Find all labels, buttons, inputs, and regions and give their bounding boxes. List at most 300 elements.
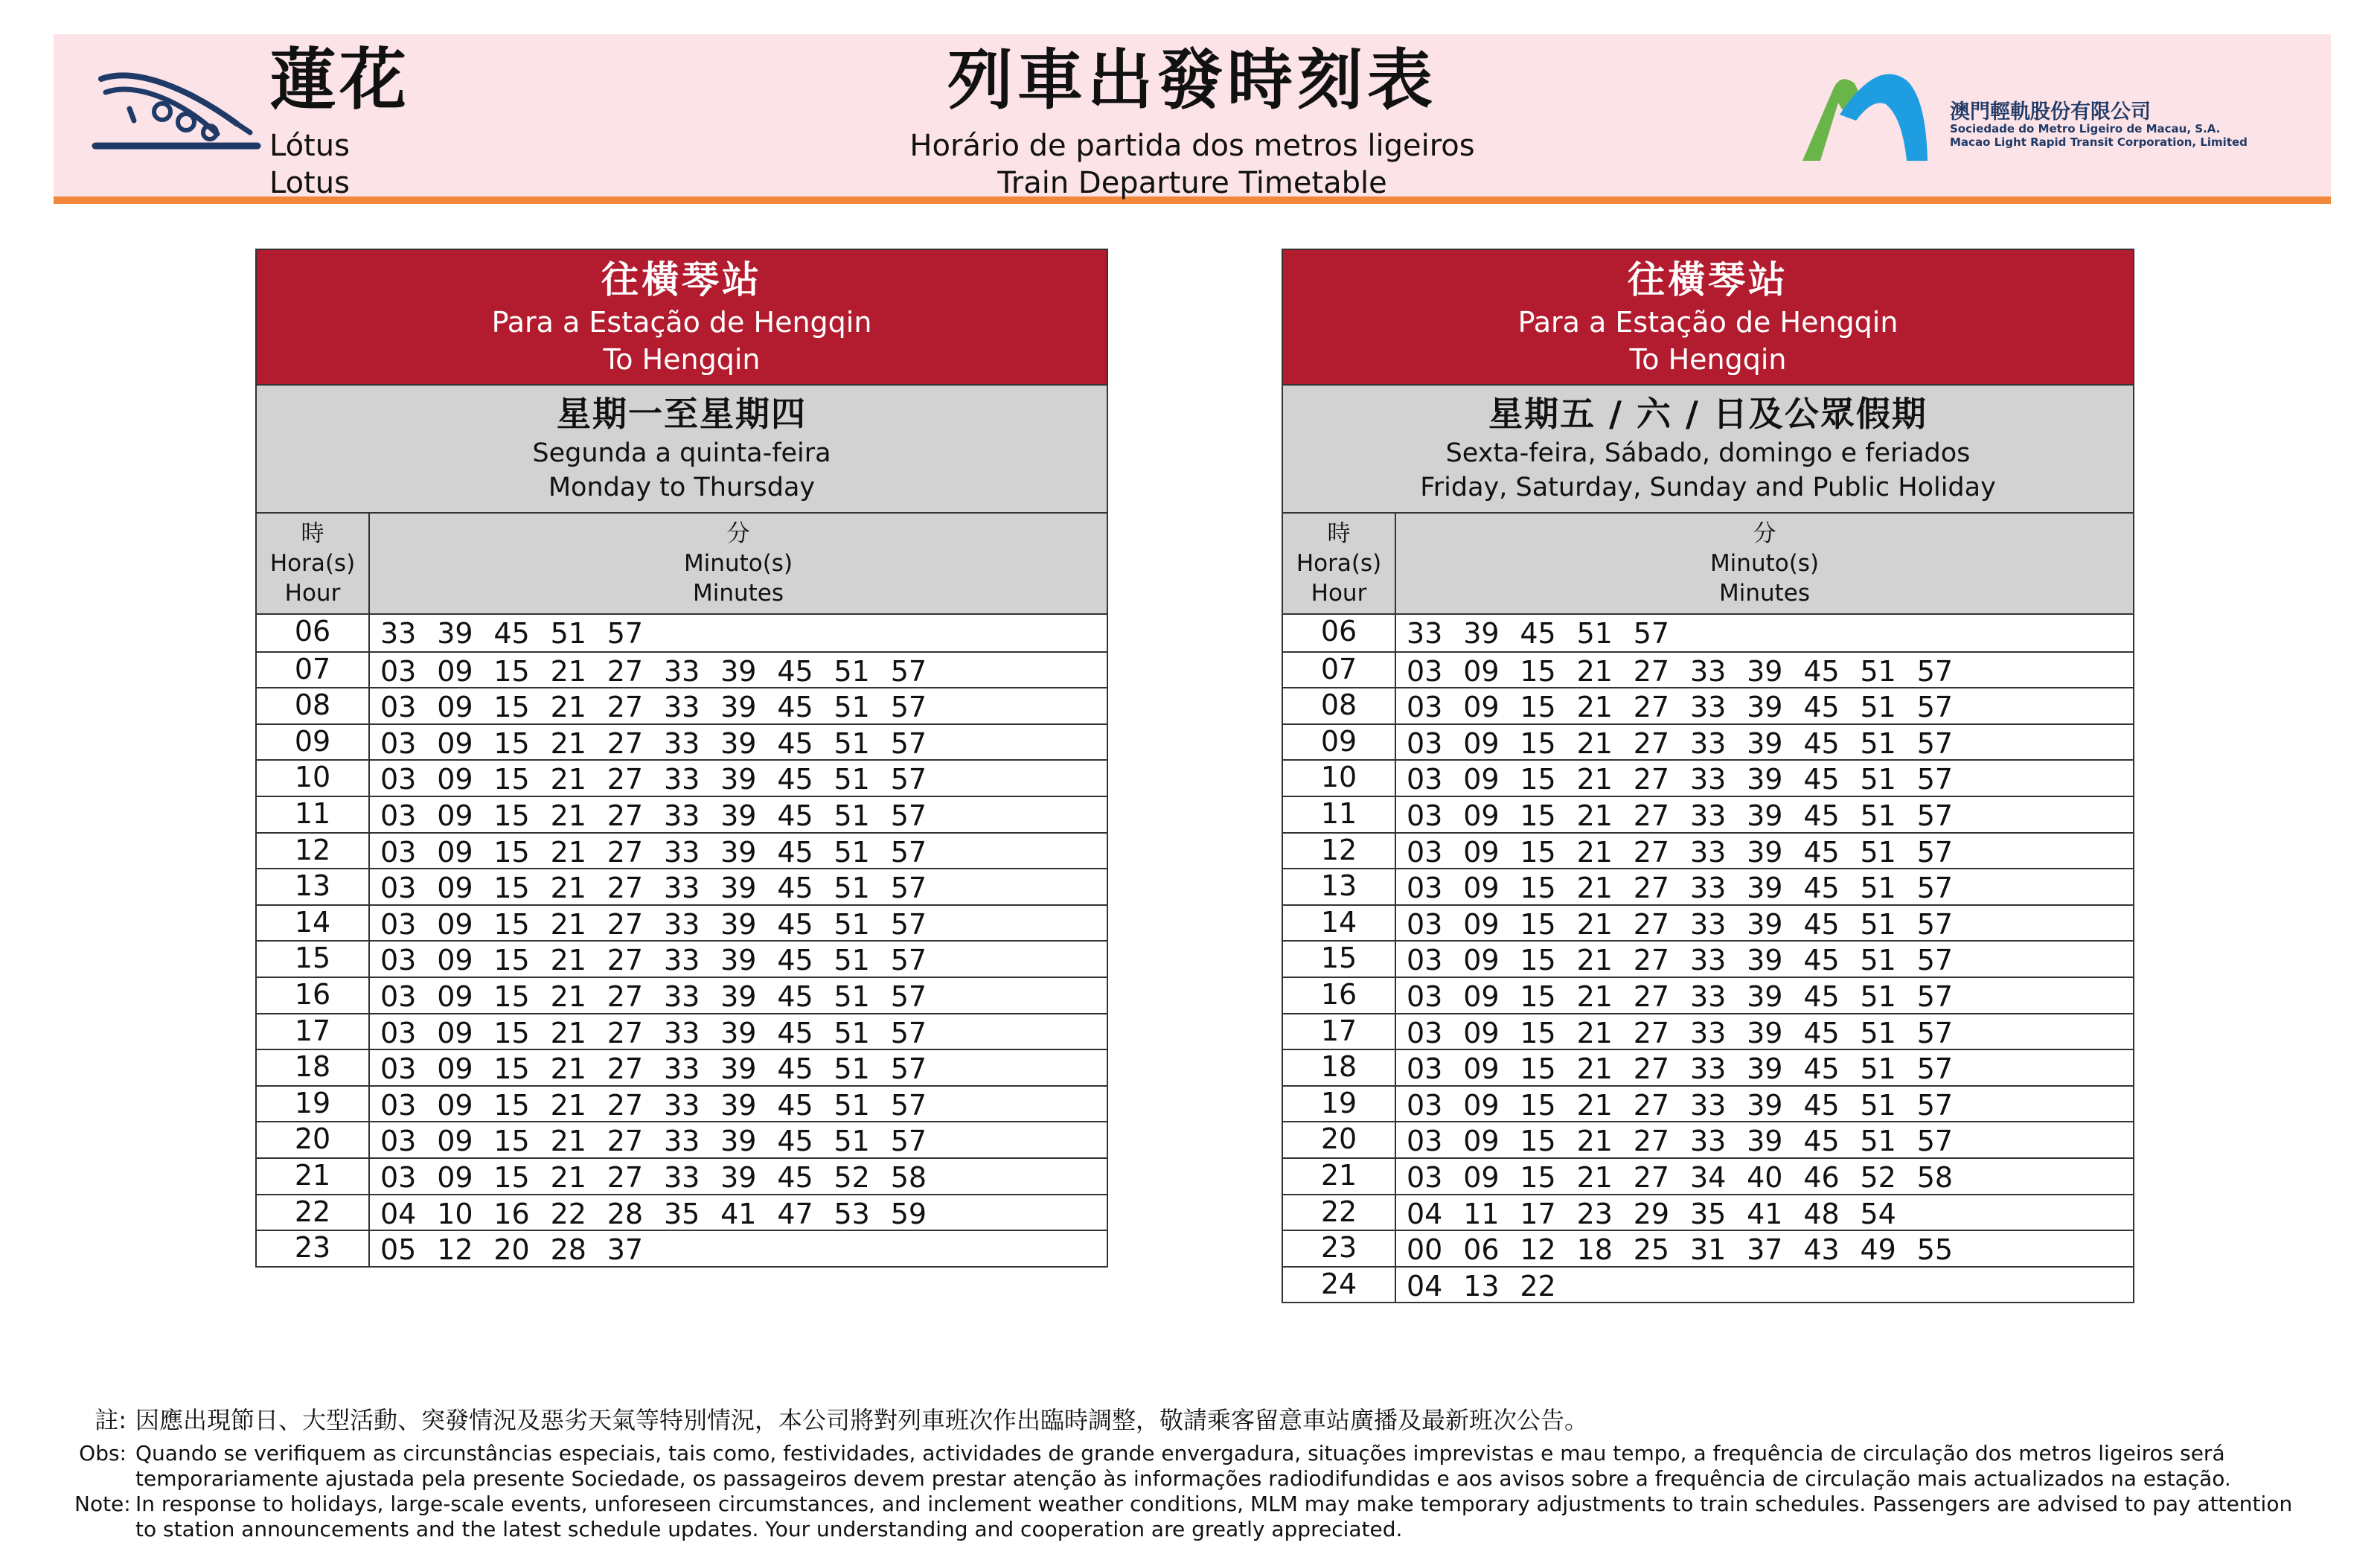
departure-minute: 03 bbox=[1407, 835, 1443, 869]
departure-minute: 27 bbox=[607, 1052, 644, 1086]
table-row bbox=[257, 651, 1107, 688]
hour-cell: 21 bbox=[257, 1159, 370, 1194]
departure-minute: 15 bbox=[493, 872, 530, 905]
departure-minute: 33 bbox=[663, 944, 700, 977]
departure-minute: 45 bbox=[1803, 726, 1840, 760]
minutes-cell bbox=[1396, 1087, 2133, 1122]
departure-minute: 03 bbox=[1407, 979, 1443, 1013]
departure-minute: 45 bbox=[1803, 979, 1840, 1013]
departure-minute: 15 bbox=[493, 1088, 530, 1122]
departure-minute: 09 bbox=[1463, 1160, 1500, 1194]
table-row bbox=[1283, 723, 2133, 760]
departure-minute: 39 bbox=[720, 907, 757, 941]
departure-minute: 03 bbox=[380, 726, 417, 760]
departure-minute: 51 bbox=[834, 726, 870, 760]
column-header bbox=[1283, 514, 2133, 615]
departure-minute: 51 bbox=[1860, 1088, 1896, 1122]
departure-minute: 51 bbox=[1860, 1016, 1896, 1049]
departure-minute: 12 bbox=[1520, 1233, 1556, 1267]
departure-minute: 57 bbox=[1916, 1125, 1954, 1158]
departure-minute: 33 bbox=[663, 799, 700, 832]
departure-minute: 12 bbox=[437, 1233, 473, 1267]
departure-minute: 09 bbox=[1463, 763, 1500, 796]
departure-minute: 51 bbox=[1860, 1125, 1896, 1158]
departure-minute: 16 bbox=[493, 1197, 530, 1230]
departure-minute: 45 bbox=[777, 835, 813, 869]
station-name-pt: Lótus bbox=[269, 129, 350, 163]
destination-en: To Hengqin bbox=[603, 343, 761, 376]
departure-minute: 21 bbox=[1576, 691, 1613, 724]
table-row bbox=[257, 977, 1107, 1013]
minutes-cell bbox=[1396, 942, 2133, 977]
service-days-pt: Sexta-feira, Sábado, domingo e feriados bbox=[1445, 438, 1971, 468]
departure-minute: 15 bbox=[493, 1160, 530, 1194]
departure-minute: 33 bbox=[1689, 835, 1727, 869]
departure-minute: 45 bbox=[1803, 763, 1840, 796]
departure-minute: 57 bbox=[1916, 799, 1954, 832]
departure-minute: 45 bbox=[777, 799, 813, 832]
departure-minute: 57 bbox=[1916, 944, 1954, 977]
departure-minute: 57 bbox=[890, 1125, 927, 1158]
departure-minute: 27 bbox=[607, 1088, 644, 1122]
departure-minute: 21 bbox=[1576, 907, 1613, 941]
departure-minute: 09 bbox=[1463, 907, 1500, 941]
departure-minute: 33 bbox=[1689, 691, 1727, 724]
hour-cell: 22 bbox=[257, 1195, 370, 1230]
departure-minute: 45 bbox=[1803, 654, 1840, 688]
departure-minute: 52 bbox=[1860, 1160, 1896, 1194]
departure-minute: 51 bbox=[834, 1125, 870, 1158]
departure-minute: 57 bbox=[890, 1088, 927, 1122]
hour-cell: 24 bbox=[1283, 1268, 1396, 1303]
departure-minute: 57 bbox=[1916, 654, 1954, 688]
departure-minute: 09 bbox=[1463, 691, 1500, 724]
table-row bbox=[257, 832, 1107, 869]
departure-minute: 09 bbox=[1463, 944, 1500, 977]
departure-minute: 33 bbox=[663, 1016, 700, 1049]
departure-minute: 51 bbox=[550, 617, 586, 650]
departure-minute: 51 bbox=[834, 691, 870, 724]
minutes-cell bbox=[1396, 1195, 2133, 1230]
departure-minute: 21 bbox=[550, 691, 586, 724]
minute-column-header bbox=[1396, 514, 2133, 613]
departure-minute: 15 bbox=[493, 979, 530, 1013]
departure-minute: 27 bbox=[1633, 907, 1670, 941]
departure-minute: 27 bbox=[607, 835, 644, 869]
departure-minute: 33 bbox=[1689, 1088, 1727, 1122]
departure-minute: 39 bbox=[720, 944, 757, 977]
departure-minute: 39 bbox=[720, 1160, 757, 1194]
departure-minute: 21 bbox=[550, 654, 586, 688]
departure-minute: 45 bbox=[777, 1052, 813, 1086]
table-row bbox=[1283, 651, 2133, 688]
departure-minute: 33 bbox=[663, 726, 700, 760]
departure-minute: 57 bbox=[1916, 691, 1954, 724]
departure-minute: 15 bbox=[493, 944, 530, 977]
departure-minute: 22 bbox=[1520, 1269, 1556, 1303]
departure-minute: 37 bbox=[1747, 1233, 1783, 1267]
page-title-pt: Horário de partida dos metros ligeiros bbox=[909, 129, 1475, 163]
departure-minute: 21 bbox=[1576, 1088, 1613, 1122]
hour-cell: 10 bbox=[1283, 761, 1396, 796]
hour-cell: 09 bbox=[257, 725, 370, 760]
hour-cell: 08 bbox=[257, 688, 370, 723]
minute-header-pt: Minuto(s) bbox=[683, 550, 793, 577]
departure-minute: 33 bbox=[1689, 944, 1727, 977]
departure-minute: 39 bbox=[720, 763, 757, 796]
departure-minute: 09 bbox=[1463, 799, 1500, 832]
minutes-cell bbox=[370, 834, 1107, 869]
company-name-pt: Sociedade do Metro Ligeiro de Macau, S.A. bbox=[1950, 122, 2221, 135]
service-days-zh: 星期一至星期四 bbox=[557, 394, 807, 434]
hour-cell: 22 bbox=[1283, 1195, 1396, 1230]
departure-minute: 03 bbox=[1407, 799, 1443, 832]
departure-minute: 33 bbox=[663, 763, 700, 796]
departure-minute: 09 bbox=[437, 1125, 473, 1158]
note-text-zh: 因應出現節日、大型活動、突發情況及惡劣天氣等特別情況，本公司將對列車班次作出臨時調整，敬請乘客留意車站廣播及最新班次公告。 bbox=[135, 1406, 1589, 1434]
schedule-rows bbox=[257, 615, 1107, 1266]
departure-minute: 51 bbox=[1860, 872, 1896, 905]
departure-minute: 15 bbox=[1520, 1088, 1556, 1122]
departure-minute: 51 bbox=[1860, 944, 1896, 977]
note-label-pt: Obs: bbox=[79, 1441, 127, 1466]
departure-minute: 15 bbox=[1520, 944, 1556, 977]
departure-minute: 03 bbox=[1407, 907, 1443, 941]
departure-minute: 21 bbox=[1576, 763, 1613, 796]
departure-minute: 51 bbox=[834, 1016, 870, 1049]
departure-minute: 39 bbox=[1747, 1088, 1783, 1122]
table-row bbox=[257, 1085, 1107, 1122]
note-label-zh: 註: bbox=[95, 1406, 127, 1434]
minutes-cell bbox=[1396, 978, 2133, 1013]
departure-minute: 09 bbox=[437, 1016, 473, 1049]
minutes-cell bbox=[370, 1159, 1107, 1194]
departure-minute: 45 bbox=[1803, 1052, 1840, 1086]
departure-minute: 39 bbox=[437, 617, 473, 650]
table-row bbox=[1283, 977, 2133, 1013]
departure-minute: 03 bbox=[1407, 1052, 1443, 1086]
departure-minute: 03 bbox=[1407, 1125, 1443, 1158]
departure-minute: 03 bbox=[380, 654, 417, 688]
hour-cell: 17 bbox=[1283, 1014, 1396, 1049]
minutes-cell bbox=[370, 978, 1107, 1013]
departure-minute: 49 bbox=[1860, 1233, 1896, 1267]
minutes-cell bbox=[370, 1087, 1107, 1122]
service-days-pt: Segunda a quinta-feira bbox=[532, 438, 831, 468]
minutes-cell bbox=[1396, 1122, 2133, 1157]
hour-cell: 21 bbox=[1283, 1159, 1396, 1194]
departure-minute: 09 bbox=[437, 835, 473, 869]
departure-minute: 27 bbox=[1633, 726, 1670, 760]
departure-minute: 09 bbox=[437, 1088, 473, 1122]
departure-minute: 48 bbox=[1803, 1197, 1840, 1230]
departure-minute: 27 bbox=[1633, 1052, 1670, 1086]
departure-minute: 15 bbox=[1520, 726, 1556, 760]
departure-minute: 53 bbox=[834, 1197, 870, 1230]
hour-cell: 07 bbox=[1283, 653, 1396, 688]
minute-header-en: Minutes bbox=[692, 580, 784, 607]
departure-minute: 27 bbox=[1633, 1088, 1670, 1122]
hour-cell: 06 bbox=[257, 615, 370, 651]
departure-minute: 57 bbox=[890, 835, 927, 869]
hour-cell: 11 bbox=[1283, 797, 1396, 832]
destination-banner bbox=[1283, 250, 2133, 386]
departure-minute: 04 bbox=[380, 1197, 417, 1230]
departure-minute: 33 bbox=[663, 979, 700, 1013]
departure-minute: 51 bbox=[1860, 835, 1896, 869]
departure-minute: 20 bbox=[493, 1233, 530, 1267]
departure-minute: 45 bbox=[777, 654, 813, 688]
departure-minute: 09 bbox=[437, 726, 473, 760]
destination-zh: 往橫琴站 bbox=[1628, 258, 1788, 301]
departure-minute: 27 bbox=[1633, 872, 1670, 905]
departure-minute: 37 bbox=[607, 1233, 644, 1267]
departure-minute: 15 bbox=[1520, 979, 1556, 1013]
table-row bbox=[1283, 1194, 2133, 1230]
table-row bbox=[257, 1121, 1107, 1157]
destination-pt: Para a Estação de Hengqin bbox=[491, 306, 872, 339]
hour-cell: 12 bbox=[257, 834, 370, 869]
departure-minute: 03 bbox=[1407, 726, 1443, 760]
departure-minute: 27 bbox=[607, 1016, 644, 1049]
departure-minute: 33 bbox=[1407, 617, 1443, 650]
departure-minute: 15 bbox=[493, 835, 530, 869]
departure-minute: 45 bbox=[777, 944, 813, 977]
departure-minute: 27 bbox=[607, 944, 644, 977]
departure-minute: 45 bbox=[1803, 1088, 1840, 1122]
departure-minute: 39 bbox=[1747, 726, 1783, 760]
departure-minute: 33 bbox=[1689, 907, 1727, 941]
minutes-cell bbox=[370, 1050, 1107, 1085]
departure-minute: 51 bbox=[1860, 691, 1896, 724]
hour-cell: 19 bbox=[257, 1087, 370, 1122]
departure-minute: 09 bbox=[437, 654, 473, 688]
departure-minute: 33 bbox=[663, 1125, 700, 1158]
departure-minute: 15 bbox=[493, 799, 530, 832]
departure-minute: 13 bbox=[1463, 1269, 1500, 1303]
minutes-cell bbox=[1396, 761, 2133, 796]
departure-minute: 21 bbox=[1576, 726, 1613, 760]
minute-header-pt: Minuto(s) bbox=[1709, 550, 1820, 577]
departure-minute: 15 bbox=[1520, 691, 1556, 724]
departure-minute: 45 bbox=[777, 763, 813, 796]
departure-minute: 39 bbox=[1747, 1125, 1783, 1158]
departure-minute: 03 bbox=[1407, 763, 1443, 796]
hour-cell: 23 bbox=[1283, 1231, 1396, 1266]
hour-cell: 14 bbox=[257, 906, 370, 941]
departure-minute: 21 bbox=[1576, 872, 1613, 905]
station-name-zh: 蓮花 bbox=[269, 41, 409, 119]
departure-minute: 09 bbox=[1463, 1052, 1500, 1086]
departure-minute: 09 bbox=[437, 907, 473, 941]
departure-minute: 15 bbox=[1520, 1160, 1556, 1194]
departure-minute: 57 bbox=[1916, 1052, 1954, 1086]
minutes-cell bbox=[370, 1122, 1107, 1157]
schedule-rows bbox=[1283, 615, 2133, 1302]
departure-minute: 09 bbox=[437, 799, 473, 832]
departure-minute: 27 bbox=[607, 1160, 644, 1194]
departure-minute: 09 bbox=[437, 1160, 473, 1194]
hour-cell: 12 bbox=[1283, 834, 1396, 869]
minutes-cell bbox=[1396, 1050, 2133, 1085]
hour-cell: 18 bbox=[1283, 1050, 1396, 1085]
departure-minute: 09 bbox=[1463, 1125, 1500, 1158]
minutes-cell bbox=[1396, 615, 2133, 651]
departure-minute: 51 bbox=[1860, 799, 1896, 832]
timetable-header bbox=[54, 34, 2331, 204]
departure-minute: 15 bbox=[493, 691, 530, 724]
departure-minute: 21 bbox=[550, 799, 586, 832]
departure-minute: 57 bbox=[1633, 617, 1670, 650]
departure-minute: 33 bbox=[663, 872, 700, 905]
departure-minute: 51 bbox=[1860, 763, 1896, 796]
departure-minute: 45 bbox=[777, 691, 813, 724]
departure-minute: 03 bbox=[380, 944, 417, 977]
departure-minute: 28 bbox=[550, 1233, 586, 1267]
table-row bbox=[257, 687, 1107, 723]
departure-minute: 39 bbox=[1747, 691, 1783, 724]
departure-minute: 27 bbox=[607, 691, 644, 724]
departure-minute: 33 bbox=[380, 617, 417, 650]
departure-minute: 11 bbox=[1463, 1197, 1500, 1230]
departure-minute: 09 bbox=[1463, 979, 1500, 1013]
service-days-zh: 星期五 / 六 / 日及公眾假期 bbox=[1488, 394, 1928, 434]
departure-minute: 27 bbox=[1633, 835, 1670, 869]
departure-minute: 25 bbox=[1633, 1233, 1670, 1267]
departure-minute: 39 bbox=[720, 726, 757, 760]
departure-minute: 51 bbox=[1576, 617, 1613, 650]
departure-minute: 10 bbox=[437, 1197, 473, 1230]
hour-column-header bbox=[1283, 514, 1396, 613]
table-row bbox=[1283, 1157, 2133, 1194]
departure-minute: 59 bbox=[890, 1197, 927, 1230]
table-row bbox=[257, 615, 1107, 651]
departure-minute: 27 bbox=[1633, 1016, 1670, 1049]
departure-minute: 29 bbox=[1633, 1197, 1670, 1230]
departure-minute: 21 bbox=[1576, 799, 1613, 832]
departure-minute: 09 bbox=[437, 979, 473, 1013]
minutes-cell bbox=[1396, 869, 2133, 904]
departure-minute: 51 bbox=[1860, 1052, 1896, 1086]
departure-minute: 09 bbox=[1463, 1016, 1500, 1049]
departure-minute: 45 bbox=[777, 979, 813, 1013]
departure-minute: 33 bbox=[663, 1160, 700, 1194]
departure-minute: 45 bbox=[1803, 907, 1840, 941]
departure-minute: 45 bbox=[1803, 1125, 1840, 1158]
departure-minute: 15 bbox=[1520, 835, 1556, 869]
departure-minute: 33 bbox=[1689, 979, 1727, 1013]
departure-minute: 57 bbox=[1916, 872, 1954, 905]
departure-minute: 21 bbox=[550, 835, 586, 869]
service-days-en: Friday, Saturday, Sunday and Public Holiday bbox=[1420, 473, 1996, 502]
departure-minute: 27 bbox=[607, 726, 644, 760]
departure-minute: 45 bbox=[1803, 799, 1840, 832]
table-row bbox=[1283, 759, 2133, 796]
departure-minute: 55 bbox=[1916, 1233, 1954, 1267]
service-days-en: Monday to Thursday bbox=[548, 473, 816, 502]
departure-minute: 28 bbox=[607, 1197, 644, 1230]
departure-minute: 33 bbox=[663, 1088, 700, 1122]
departure-minute: 51 bbox=[834, 835, 870, 869]
departure-minute: 57 bbox=[1916, 1016, 1954, 1049]
table-row bbox=[1283, 1013, 2133, 1049]
departure-minute: 27 bbox=[607, 654, 644, 688]
departure-minute: 15 bbox=[1520, 1052, 1556, 1086]
departure-minute: 00 bbox=[1407, 1233, 1443, 1267]
departure-minute: 45 bbox=[1803, 835, 1840, 869]
departure-minute: 39 bbox=[720, 835, 757, 869]
minutes-cell bbox=[1396, 797, 2133, 832]
departure-minute: 23 bbox=[1576, 1197, 1613, 1230]
departure-minute: 03 bbox=[380, 1088, 417, 1122]
departure-minute: 09 bbox=[437, 872, 473, 905]
departure-minute: 47 bbox=[777, 1197, 813, 1230]
departure-minute: 51 bbox=[1860, 979, 1896, 1013]
departure-minute: 57 bbox=[890, 872, 927, 905]
departure-minute: 45 bbox=[777, 1088, 813, 1122]
departure-minute: 27 bbox=[607, 763, 644, 796]
departure-minute: 39 bbox=[1747, 1052, 1783, 1086]
departure-minute: 57 bbox=[607, 617, 644, 650]
departure-minute: 45 bbox=[777, 872, 813, 905]
departure-minute: 09 bbox=[437, 944, 473, 977]
note-label-en: Note: bbox=[74, 1492, 131, 1516]
hour-cell: 20 bbox=[1283, 1122, 1396, 1157]
departure-minute: 51 bbox=[834, 654, 870, 688]
departure-minute: 03 bbox=[380, 799, 417, 832]
departure-minute: 46 bbox=[1803, 1160, 1840, 1194]
departure-minute: 27 bbox=[1633, 1160, 1670, 1194]
company-name-zh: 澳門輕軌股份有限公司 bbox=[1950, 100, 2151, 124]
departure-minute: 45 bbox=[1803, 944, 1840, 977]
minutes-cell bbox=[1396, 1268, 2133, 1303]
hour-cell: 18 bbox=[257, 1050, 370, 1085]
minutes-cell bbox=[1396, 688, 2133, 723]
departure-minute: 21 bbox=[1576, 1160, 1613, 1194]
minutes-cell bbox=[1396, 725, 2133, 760]
departure-minute: 51 bbox=[834, 799, 870, 832]
minutes-cell bbox=[370, 906, 1107, 941]
hour-cell: 10 bbox=[257, 761, 370, 796]
departure-minute: 21 bbox=[550, 872, 586, 905]
departure-minute: 15 bbox=[493, 907, 530, 941]
departure-minute: 57 bbox=[1916, 835, 1954, 869]
hour-cell: 07 bbox=[257, 653, 370, 688]
departure-minute: 03 bbox=[1407, 872, 1443, 905]
departure-minute: 45 bbox=[777, 907, 813, 941]
table-row bbox=[257, 723, 1107, 760]
departure-minute: 21 bbox=[550, 1088, 586, 1122]
departure-minute: 57 bbox=[890, 944, 927, 977]
minutes-cell bbox=[370, 725, 1107, 760]
departure-minute: 27 bbox=[1633, 979, 1670, 1013]
page-title-en: Train Departure Timetable bbox=[997, 166, 1387, 200]
departure-minute: 03 bbox=[1407, 654, 1443, 688]
departure-minute: 34 bbox=[1689, 1160, 1727, 1194]
minutes-cell bbox=[370, 688, 1107, 723]
table-row bbox=[257, 940, 1107, 977]
column-header bbox=[257, 514, 1107, 615]
departure-minute: 03 bbox=[380, 1016, 417, 1049]
timetable-friday-holiday bbox=[1282, 249, 2134, 1303]
departure-minute: 33 bbox=[1689, 1125, 1727, 1158]
departure-minute: 03 bbox=[380, 1160, 417, 1194]
departure-minute: 39 bbox=[1747, 872, 1783, 905]
departure-minute: 03 bbox=[1407, 691, 1443, 724]
hour-cell: 06 bbox=[1283, 615, 1396, 651]
departure-minute: 57 bbox=[890, 1016, 927, 1049]
hour-header-pt: Hora(s) bbox=[1296, 550, 1382, 577]
